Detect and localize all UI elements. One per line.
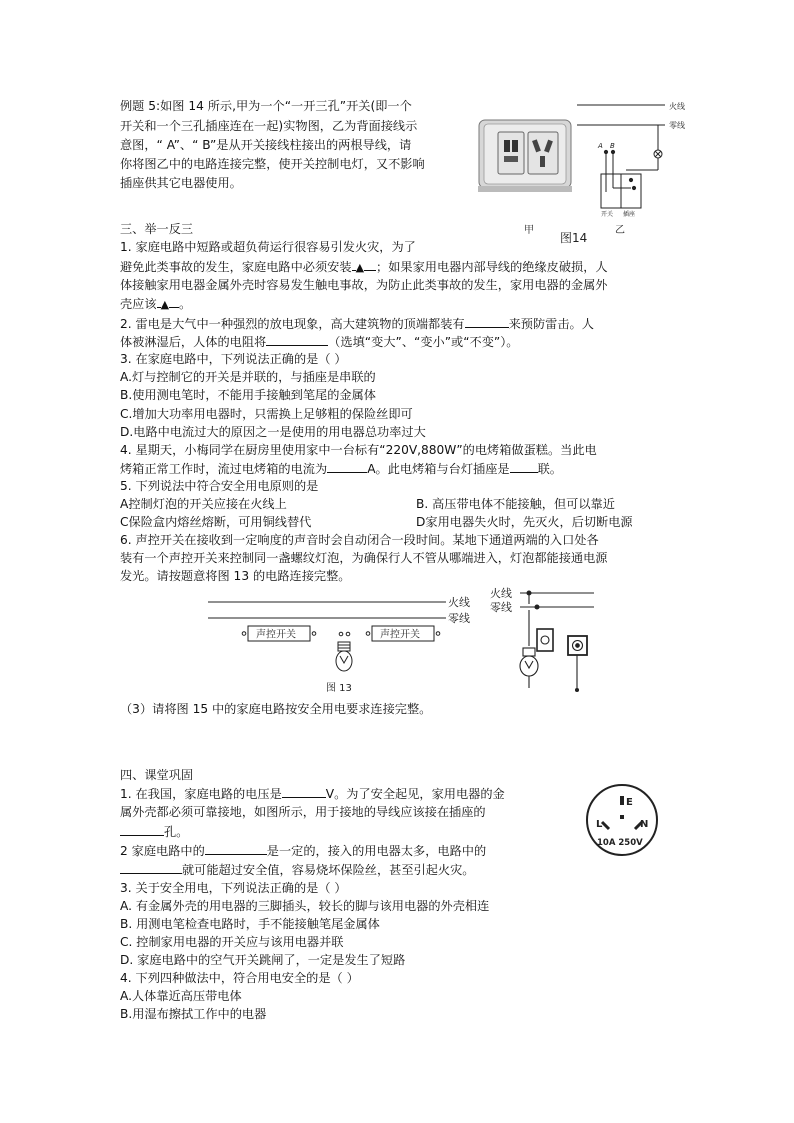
s3-q1-line-4: 壳应该 ▲ 。 bbox=[120, 294, 191, 314]
switch-socket-photo bbox=[478, 120, 572, 192]
socket-n-label: N bbox=[640, 819, 649, 830]
s3-q6-line-2: 装有一个声控开关来控制同一盏螺纹灯泡，为确保行人不管从哪端进入，灯泡都能接通电源 bbox=[120, 551, 608, 565]
lamp-icon bbox=[336, 632, 352, 671]
fig14-kaiguan-label: 开关 bbox=[601, 211, 614, 218]
fig15-lingxian-label: 零线 bbox=[490, 601, 512, 614]
s3-q2-line-1: 2. 雷电是大气中一种强烈的放电现象，高大建筑物的顶端都装有 来预防雷击。人 bbox=[120, 314, 594, 333]
fig14-huoxian-label: 火线 bbox=[669, 102, 685, 111]
s4-q3-stem: 3. 关于安全用电，下列说法正确的是（ ） bbox=[120, 881, 347, 895]
s4-q4-option-a: A.人体靠近高压带电体 bbox=[120, 989, 242, 1003]
s3-q4-line-2: 烤箱正常工作时，流过电烤箱的电流为 A。此电烤箱与台灯插座是 联。 bbox=[120, 459, 562, 478]
s3-q3-option-a: A.灯与控制它的开关是并联的，与插座是串联的 bbox=[120, 370, 376, 384]
s3-q3-option-b: B.使用测电笔时，不能用手接触到笔尾的金属体 bbox=[120, 388, 376, 402]
earth-slot-icon bbox=[620, 796, 624, 805]
figure-13 bbox=[200, 592, 490, 696]
section-4-heading: 四、课堂巩固 bbox=[120, 768, 194, 782]
s3-q5-option-a: A控制灯泡的开关应接在火线上 bbox=[120, 497, 287, 511]
s3-q3-stem: 3. 在家庭电路中，下列说法正确的是（ ） bbox=[120, 352, 347, 366]
s3-q1-line-1: 1. 家庭电路中短路或超负荷运行很容易引发火灾，为了 bbox=[120, 240, 416, 254]
switch-box-icon bbox=[537, 629, 553, 651]
fig14-chazuo-label: 插座 bbox=[623, 211, 636, 218]
figure-14 bbox=[476, 92, 686, 252]
section-3-heading: 三、举一反三 bbox=[120, 222, 194, 236]
fig14-lingxian-label: 零线 bbox=[669, 121, 685, 130]
wiring-diagram bbox=[577, 105, 665, 208]
ex5-line-1: 例题 5:如图 14 所示,甲为一个“一开三孔”开关(即一个 bbox=[120, 99, 412, 113]
s3-q1-line-2: 避免此类事故的发生，家庭电路中必须安装 ▲ ；如果家用电器内部导线的绝缘皮破损，人 bbox=[120, 257, 608, 277]
s3-q1-line-3: 体接触家用电器金属外壳时容易发生触电事故，为防止此类事故的发生，家用电器的金属外 bbox=[120, 278, 608, 292]
s3-q4-line-1: 4. 星期天，小梅同学在厨房里使用家中一台标有“220V,880W”的电烤箱做蛋糕。当此电 bbox=[120, 443, 597, 457]
q-figure-15: （3）请将图 15 中的家庭电路按安全用电要求连接完整。 bbox=[120, 702, 432, 716]
socket-box-icon bbox=[568, 636, 587, 655]
fig13-lingxian-label: 零线 bbox=[448, 612, 470, 625]
answer-triangle-mark: ▲ bbox=[355, 261, 365, 274]
s4-q2-line-1: 2 家庭电路中的 是一定的，接入的用电器太多，电路中的 bbox=[120, 841, 486, 860]
s4-q3-option-d: D. 家庭电路中的空气开关跳闸了，一定是发生了短路 bbox=[120, 953, 406, 967]
s4-q4-stem: 4. 下列四种做法中，符合用电安全的是（ ） bbox=[120, 971, 359, 985]
s4-q3-option-a: A. 有金属外壳的用电器的三脚插头，较长的脚与该用电器的外壳相连 bbox=[120, 899, 490, 913]
s4-q2-line-2: 就可能超过安全值，容易烧坏保险丝，甚至引起火灾。 bbox=[120, 860, 475, 879]
ex5-line-2: 开关和一个三孔插座连在一起)实物图，乙为背面接线示 bbox=[120, 119, 418, 133]
s3-q6-line-1: 6. 声控开关在接收到一定响度的声音时会自动闭合一段时间。某地下通道两端的入口处各 bbox=[120, 533, 599, 547]
s3-q3-option-c: C.增加大功率用电器时，只需换上足够粗的保险丝即可 bbox=[120, 407, 413, 421]
three-pin-socket-figure bbox=[582, 782, 662, 858]
s4-q1-line-2: 属外壳都必须可靠接地，如图所示，用于接地的导线应该接在插座的 bbox=[120, 805, 486, 819]
s4-q1-line-1: 1. 在我国，家庭电路的电压是 V。为了安全起见，家用电器的金 bbox=[120, 784, 505, 803]
fig13-caption: 图 13 bbox=[326, 683, 352, 694]
fig14-caption: 图14 bbox=[560, 231, 588, 245]
s3-q6-line-3: 发光。请按题意将图 13 的电路连接完整。 bbox=[120, 569, 351, 583]
fig13-huoxian-label: 火线 bbox=[448, 596, 470, 609]
live-slot-icon bbox=[602, 822, 609, 829]
s4-q4-option-b: B.用湿布擦拭工作中的电器 bbox=[120, 1007, 267, 1021]
socket-e-label: E bbox=[626, 797, 633, 808]
fig14-b-label: B bbox=[610, 142, 615, 150]
ex5-line-3: 意图，“ A”、“ B”是从开关接线柱接出的两根导线，请 bbox=[120, 138, 412, 152]
ex5-line-4: 你将图乙中的电路连接完整，使开关控制电灯，又不影响 bbox=[120, 157, 425, 171]
fig14-yi-label: 乙 bbox=[615, 225, 625, 236]
s3-q5-stem: 5. 下列说法中符合安全用电原则的是 bbox=[120, 479, 319, 493]
s4-q3-option-b: B. 用测电笔检查电路时，手不能接触笔尾金属体 bbox=[120, 917, 380, 931]
s4-q3-option-c: C. 控制家用电器的开关应与该用电器并联 bbox=[120, 935, 344, 949]
s3-q3-option-d: D.电路中电流过大的原因之一是使用的用电器总功率过大 bbox=[120, 425, 426, 439]
figure-15 bbox=[488, 584, 598, 696]
answer-triangle-mark: ▲ bbox=[160, 298, 170, 311]
s4-q1-line-3: 孔。 bbox=[120, 822, 188, 841]
fig14-jia-label: 甲 bbox=[524, 225, 534, 236]
s3-q2-line-2: 体被淋湿后，人体的电阻将 （选填“变大”、“变小”或“不变”）。 bbox=[120, 332, 518, 351]
sound-switch-1-label: 声控开关 bbox=[256, 629, 296, 641]
lamp-icon bbox=[520, 648, 538, 676]
s3-q5-option-b: B. 高压带电体不能接触，但可以靠近 bbox=[416, 497, 615, 511]
socket-l-label: L bbox=[596, 819, 603, 830]
s3-q5-option-d: D家用电器失火时，先灭火，后切断电源 bbox=[416, 515, 633, 529]
fig14-a-label: A bbox=[598, 142, 603, 150]
s3-q5-option-c: C保险盒内熔丝熔断，可用铜线替代 bbox=[120, 515, 312, 529]
socket-rating: 10A 250V bbox=[597, 838, 643, 848]
sound-switch-2-label: 声控开关 bbox=[380, 629, 420, 641]
fig15-huoxian-label: 火线 bbox=[490, 587, 512, 600]
ex5-line-5: 插座供其它电器使用。 bbox=[120, 176, 242, 190]
